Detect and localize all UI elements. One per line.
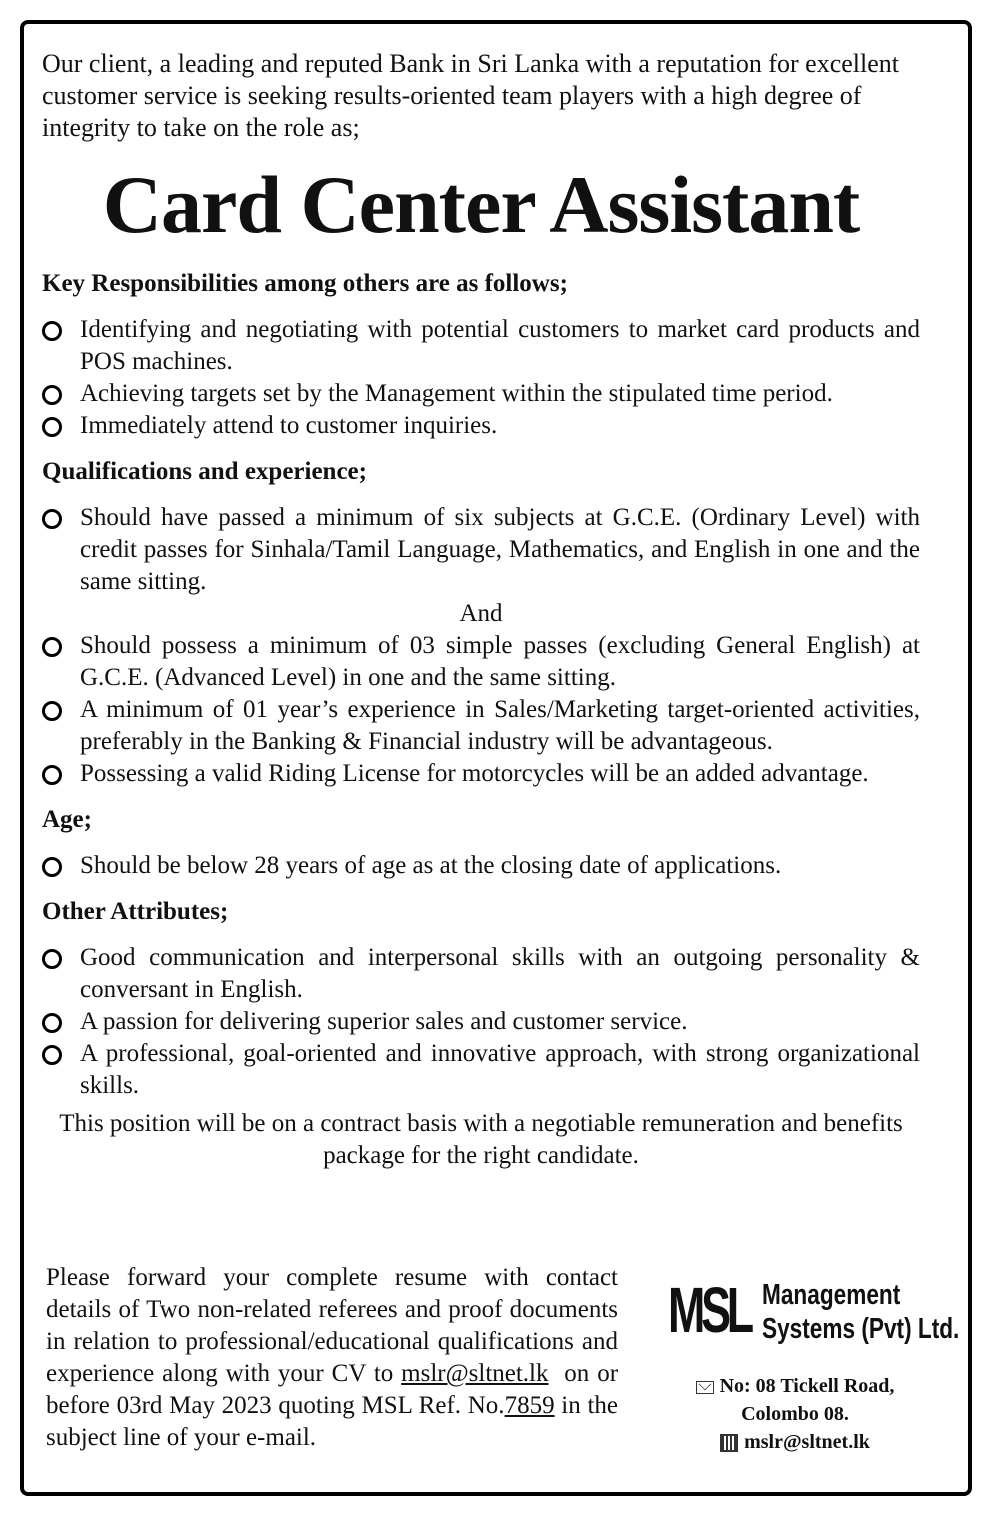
age-list <box>42 850 920 882</box>
bullet-icon <box>42 765 62 785</box>
bullet-icon <box>42 1045 62 1065</box>
list-item: Should be below 28 years of age as at the closing date of applications. <box>42 850 920 882</box>
list-item: Should have passed a minimum of six subjects at G.C.E. (Ordinary Level) with credit passes for Sinhala/Tamil Language, Mathematics, and English in one and the same sitting. <box>42 502 920 598</box>
qualifications-heading: Qualifications and experience; <box>42 458 367 485</box>
application-instructions <box>46 1262 618 1454</box>
qualifications-list <box>42 502 920 598</box>
and-text: And <box>459 600 503 627</box>
envelope-icon <box>696 1381 714 1394</box>
company-address <box>660 1372 930 1456</box>
list-item: Should possess a minimum of 03 simple passes (excluding General English) at G.C.E. (Advanced Level) in one and the same sitting. <box>42 630 920 694</box>
logo-mark: MSL <box>668 1274 750 1346</box>
responsibilities-heading: Key Responsibilities among others are as follows; <box>42 270 568 297</box>
list-item: Immediately attend to customer inquiries. <box>42 410 920 442</box>
list-item: Achieving targets set by the Management within the stipulated time period. <box>42 378 920 410</box>
bullet-icon <box>42 857 62 877</box>
other-attributes-heading: Other Attributes; <box>42 898 229 925</box>
list-item: A passion for delivering superior sales and customer service. <box>42 1006 920 1038</box>
apply-email-link[interactable]: mslr@sltnet.lk <box>401 1360 549 1387</box>
list-item: Good communication and interpersonal skills with an outgoing personality & conversant in English. <box>42 942 920 1006</box>
qualifications-list-cont <box>42 630 920 790</box>
company-logo <box>668 1274 960 1358</box>
ref-number: 7859 <box>504 1392 555 1419</box>
bullet-icon <box>42 321 62 341</box>
list-item: A minimum of 01 year’s experience in Sales/Marketing target-oriented activities, preferably in the Banking & Financial industry will be advantageous. <box>42 694 920 758</box>
ad-content <box>42 48 920 1172</box>
company-name <box>762 1278 959 1346</box>
other-attributes-list <box>42 942 920 1102</box>
apply-text-mid: on or before 03rd May 2023 quoting MSL Ref. No. <box>46 1360 619 1419</box>
list-item: Possessing a valid Riding License for motorcycles will be an added advantage. <box>42 758 920 790</box>
list-item: Identifying and negotiating with potential customers to market card products and POS machines. <box>42 314 920 378</box>
bullet-icon <box>42 949 62 969</box>
bullet-icon <box>42 509 62 529</box>
intro-text: Our client, a leading and reputed Bank in Sri Lanka with a reputation for excellent customer service is seeking results-oriented team players with a high degree of integrity to take on the role as; <box>42 49 899 142</box>
job-title: Card Center Assistant <box>102 159 860 250</box>
bullet-icon <box>42 637 62 657</box>
age-heading: Age; <box>42 806 92 833</box>
bullet-icon <box>42 1013 62 1033</box>
apply-text-before: Please forward your complete resume with contact details of Two non-related referees and proof documents in relation to professional/educational qualifications and experience along with your CV to <box>46 1264 618 1387</box>
responsibilities-list <box>42 314 920 442</box>
bullet-icon <box>42 417 62 437</box>
address-line2: Colombo 08. <box>741 1403 849 1425</box>
company-name-line2: Systems (Pvt) Ltd. <box>762 1313 960 1345</box>
address-line1: No: 08 Tickell Road, <box>719 1375 895 1397</box>
fax-icon <box>720 1434 738 1452</box>
list-item: A professional, goal-oriented and innovative approach, with strong organizational skills. <box>42 1038 920 1102</box>
company-email[interactable]: mslr@sltnet.lk <box>744 1431 870 1453</box>
company-name-line1: Management <box>762 1279 901 1311</box>
contract-note: This position will be on a contract basis with a negotiable remuneration and benefits package for the right candidate. <box>59 1110 903 1169</box>
apply-text-after: in the subject line of your e-mail. <box>46 1392 619 1451</box>
bullet-icon <box>42 385 62 405</box>
bullet-icon <box>42 701 62 721</box>
